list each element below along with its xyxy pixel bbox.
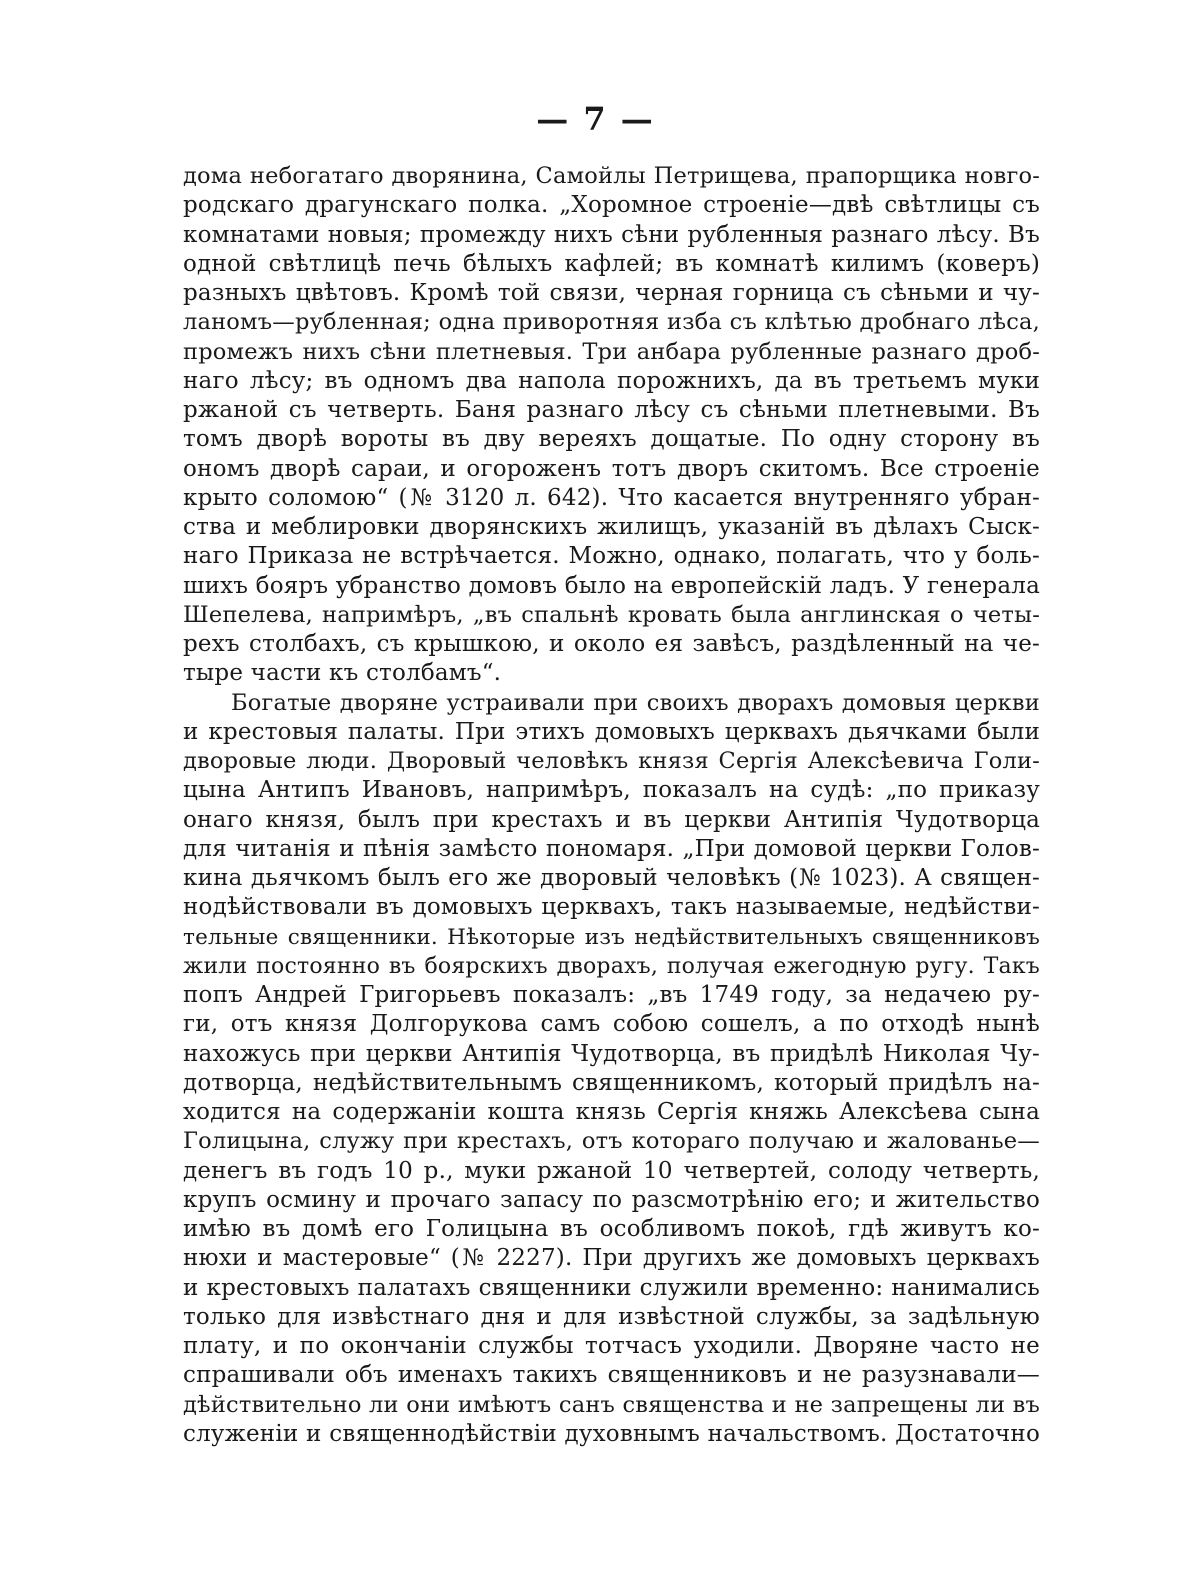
- text-line: дворовые люди. Дворовый человѣкъ князя Сергія Алексѣевича Голи-: [183, 748, 1040, 774]
- text-line: нюхи и мастеровые“ (№ 2227). При другихъ же домовыхъ церквахъ: [183, 1245, 1040, 1272]
- text-line: промежъ нихъ сѣни плетневыя. Три анбара рубленные разнаго дроб-: [183, 338, 1040, 365]
- text-line: одной свѣтлицѣ печь бѣлыхъ кафлей; въ комнатѣ килимъ (коверъ): [183, 250, 1040, 277]
- text-line: ства и меблировки дворянскихъ жилищъ, указаній въ дѣлахъ Сыск-: [183, 514, 1040, 540]
- text-line: родскаго драгунскаго полка. „Хоромное строеніе—двѣ свѣтлицы съ: [183, 192, 1040, 219]
- text-line: ланомъ—рубленная; одна приворотняя изба съ клѣтью дробнаго лѣса,: [183, 309, 1040, 336]
- page-number: — 7 —: [536, 100, 655, 138]
- body-text: [183, 162, 1040, 1449]
- text-line: разныхъ цвѣтовъ. Кромѣ той связи, черная горница съ сѣньми и чу-: [183, 280, 1040, 306]
- text-line: ономъ дворѣ сараи, и огороженъ тотъ дворъ скитомъ. Все строеніе: [183, 455, 1040, 482]
- text-line: Голицына, служу при крестахъ, отъ котораго получаю и жалованье—: [183, 1128, 1040, 1155]
- text-line: служеніи и священнодѣйствіи духовнымъ начальствомъ. Достаточно: [183, 1420, 1040, 1447]
- text-line: для читанія и пѣнія замѣсто пономаря. „При домовой церкви Голов-: [183, 835, 1040, 862]
- text-line: комнатами новыя; промежду нихъ сѣни рубленныя разнаго лѣсу. Въ: [183, 221, 1040, 248]
- text-line: спрашивали объ именахъ такихъ священниковъ и не разузнавали—: [183, 1362, 1040, 1389]
- text-line: крыто соломою“ (№ 3120 л. 642). Что касается внутренняго убран-: [183, 484, 1040, 511]
- text-line: тыре части къ столбамъ“.: [183, 660, 502, 687]
- text-line: Богатые дворяне устраивали при своихъ дворахъ домовыя церкви: [231, 689, 1040, 716]
- text-line: имѣю въ домѣ его Голицына въ особливомъ покоѣ, гдѣ живутъ ко-: [183, 1216, 1040, 1242]
- text-line: нодѣйствовали въ домовыхъ церквахъ, такъ называемые, недѣйстви-: [183, 894, 1040, 921]
- text-line: ржаной съ четверть. Баня разнаго лѣсу съ сѣньми плетневыми. Въ: [183, 397, 1040, 423]
- text-line: онаго князя, былъ при крестахъ и въ церкви Антипія Чудотворца: [183, 806, 1040, 833]
- text-line: наго Приказа не встрѣчается. Можно, однако, полагать, что у боль-: [183, 543, 1040, 570]
- text-line: ги, отъ князя Долгорукова самъ собою сошелъ, а по отходѣ нынѣ: [183, 1011, 1040, 1038]
- text-line: тельные священники. Нѣкоторые изъ недѣйствительныхъ священниковъ: [183, 924, 1040, 950]
- text-line: денегъ въ годъ 10 р., муки ржаной 10 четвертей, солоду четверть,: [183, 1157, 1040, 1184]
- text-line: дѣйствительно ли они имѣютъ санъ священства и не запрещены ли въ: [183, 1391, 1040, 1418]
- text-line: дома небогатаго дворянина, Самойлы Петрищева, прапорщика новго-: [183, 163, 1040, 189]
- text-line: дотворца, недѣйствительнымъ священникомъ, который придѣлъ на-: [183, 1069, 1040, 1096]
- text-line: попъ Андрей Григорьевъ показалъ: „въ 1749 году, за недачею ру-: [183, 982, 1040, 1008]
- text-line: томъ дворѣ вороты въ дву вереяхъ дощатые. По одну сторону въ: [183, 426, 1040, 453]
- text-line: плату, и по окончаніи службы тотчасъ уходили. Дворяне часто не: [183, 1333, 1040, 1359]
- text-line: жили постоянно въ боярскихъ дворахъ, получая ежегодную ругу. Такъ: [183, 953, 1040, 979]
- text-line: кина дьячкомъ былъ его же дворовый человѣкъ (№ 1023). А священ-: [183, 865, 1040, 891]
- text-line: рехъ столбахъ, съ крышкою, и около ея завѣсъ, раздѣленный на че-: [183, 631, 1040, 657]
- text-line: цына Антипъ Ивановъ, напримѣръ, показалъ на судѣ: „по приказу: [183, 777, 1040, 804]
- text-line: наго лѣсу; въ одномъ два напола порожнихъ, да въ третьемъ муки: [183, 367, 1040, 394]
- text-line: ходится на содержаніи кошта князь Сергія княжь Алексѣева сына: [183, 1099, 1040, 1125]
- text-line: и крестовыя палаты. При этихъ домовыхъ церквахъ дьячками были: [183, 718, 1040, 745]
- text-line: шихъ бояръ убранство домовъ было на европейскій ладъ. У генерала: [183, 572, 1040, 599]
- text-line: Шепелева, напримѣръ, „въ спальнѣ кровать была англинская о четы-: [183, 601, 1040, 628]
- text-line: нахожусь при церкви Антипія Чудотворца, въ придѣлѣ Николая Чу-: [183, 1040, 1040, 1067]
- text-line: крупъ осмину и прочаго запасу по разсмотрѣнію его; и жительство: [183, 1186, 1040, 1213]
- text-line: только для извѣстнаго дня и для извѣстной службы, за задѣльную: [183, 1303, 1040, 1330]
- text-line: и крестовыхъ палатахъ священники служили временно: нанимались: [183, 1274, 1040, 1301]
